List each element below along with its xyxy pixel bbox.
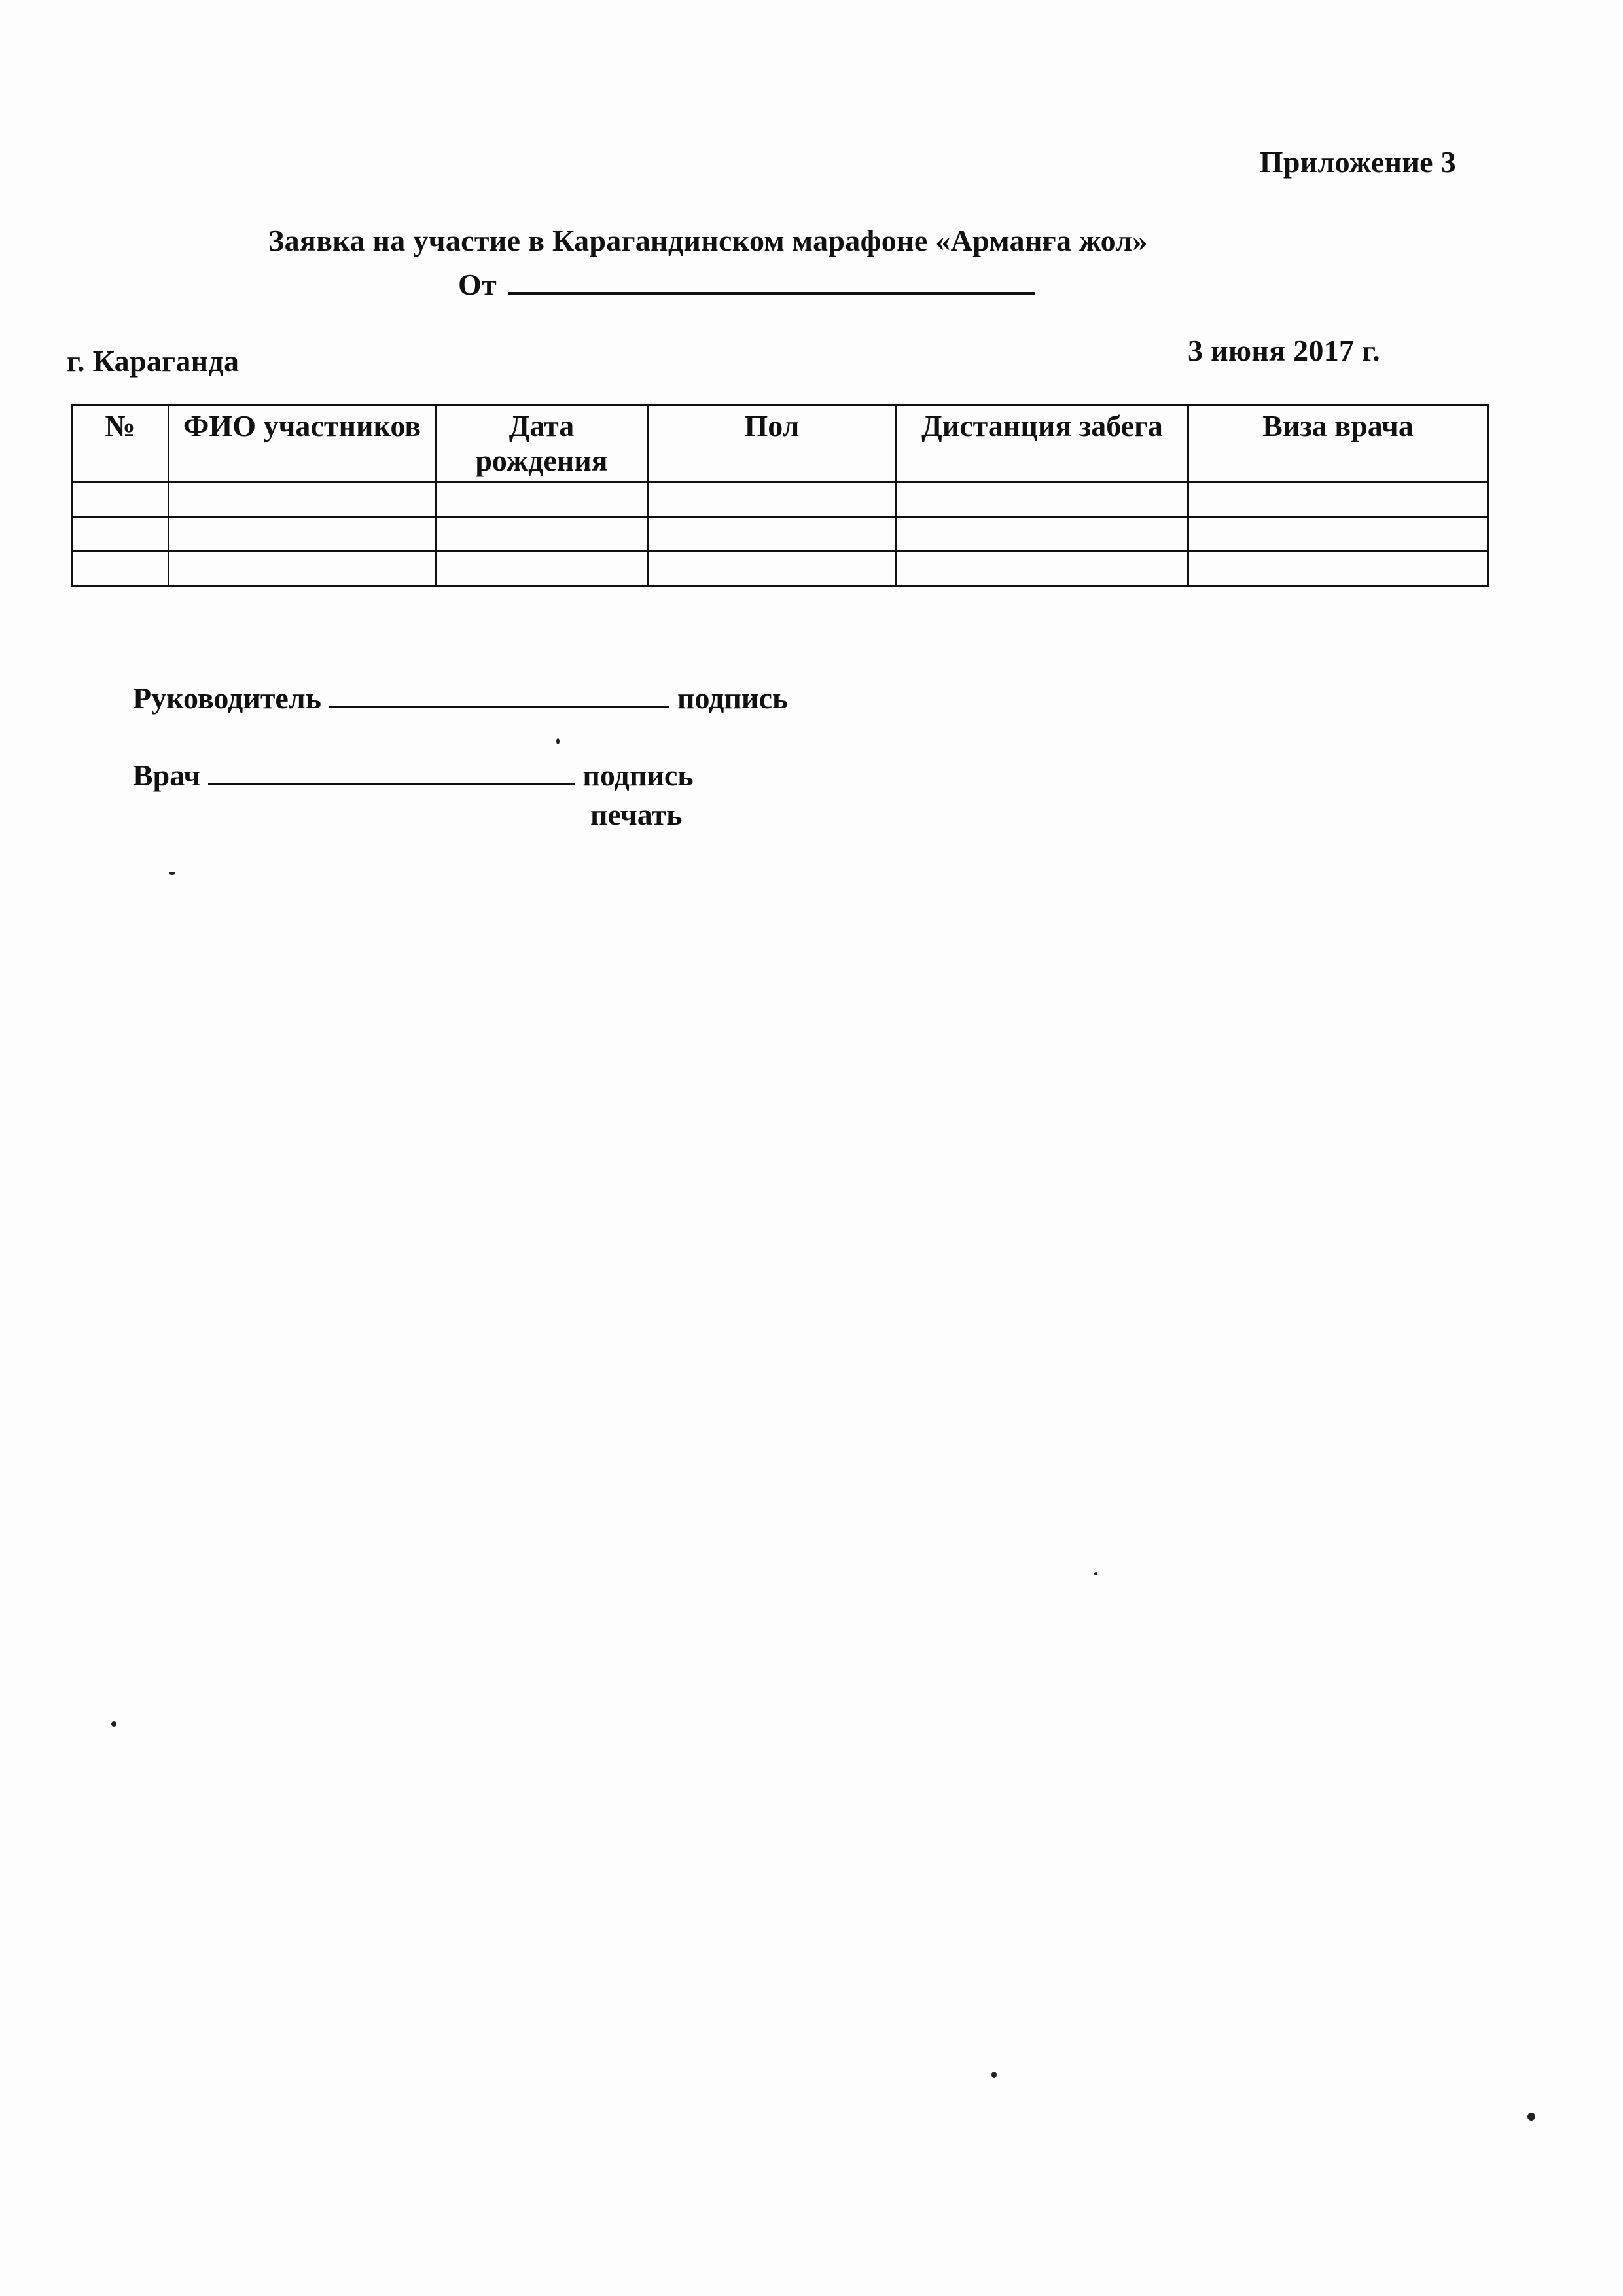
table-cell[interactable]	[1188, 482, 1488, 517]
doctor-signature-row	[133, 758, 694, 793]
table-cell[interactable]	[897, 517, 1188, 552]
head-signature-line[interactable]	[329, 681, 669, 708]
scan-speck	[169, 872, 175, 875]
table-row	[72, 517, 1488, 552]
appendix-label: Приложение 3	[1259, 145, 1456, 179]
table-cell[interactable]	[72, 482, 169, 517]
scan-speck	[111, 1721, 116, 1727]
table-cell[interactable]	[897, 552, 1188, 586]
table-cell[interactable]	[169, 482, 436, 517]
table-cell[interactable]	[169, 517, 436, 552]
table-cell[interactable]	[436, 517, 648, 552]
stamp-label: печать	[590, 798, 683, 831]
column-header-birth-date: Дата рождения	[436, 406, 648, 482]
column-header-distance: Дистанция забега	[897, 406, 1188, 482]
from-field	[458, 267, 1035, 302]
head-signature-caption: подпись	[677, 681, 789, 715]
table-cell[interactable]	[897, 482, 1188, 517]
city-label: г. Караганда	[67, 344, 240, 378]
participants-table	[71, 404, 1489, 587]
document-title: Заявка на участие в Карагандинском марафоне «Арманға жол»	[268, 224, 1148, 257]
scan-speck	[556, 738, 560, 744]
table-cell[interactable]	[648, 517, 897, 552]
table-cell[interactable]	[169, 552, 436, 586]
from-blank-line[interactable]	[508, 267, 1035, 295]
doctor-label: Врач	[133, 759, 201, 792]
table-cell[interactable]	[648, 482, 897, 517]
column-header-gender: Пол	[648, 406, 897, 482]
from-label: От	[458, 268, 497, 301]
date-label: 3 июня 2017 г.	[1188, 334, 1380, 367]
table-cell[interactable]	[648, 552, 897, 586]
table-row	[72, 552, 1488, 586]
table-cell[interactable]	[72, 517, 169, 552]
table-cell[interactable]	[72, 552, 169, 586]
column-header-number: №	[72, 406, 169, 482]
table-cell[interactable]	[436, 482, 648, 517]
column-header-doctor-visa: Виза врача	[1188, 406, 1488, 482]
column-header-full-name: ФИО участников	[169, 406, 436, 482]
doctor-signature-caption: подпись	[582, 759, 694, 792]
scan-speck	[1527, 2113, 1535, 2121]
table-cell[interactable]	[1188, 552, 1488, 586]
head-label: Руководитель	[133, 681, 321, 715]
table-cell[interactable]	[1188, 517, 1488, 552]
head-signature-row	[133, 681, 788, 715]
doctor-signature-line[interactable]	[208, 758, 575, 785]
table-header-row	[72, 406, 1488, 482]
table-row	[72, 482, 1488, 517]
scan-speck	[1094, 1572, 1097, 1575]
table-cell[interactable]	[436, 552, 648, 586]
scan-speck	[991, 2072, 997, 2078]
